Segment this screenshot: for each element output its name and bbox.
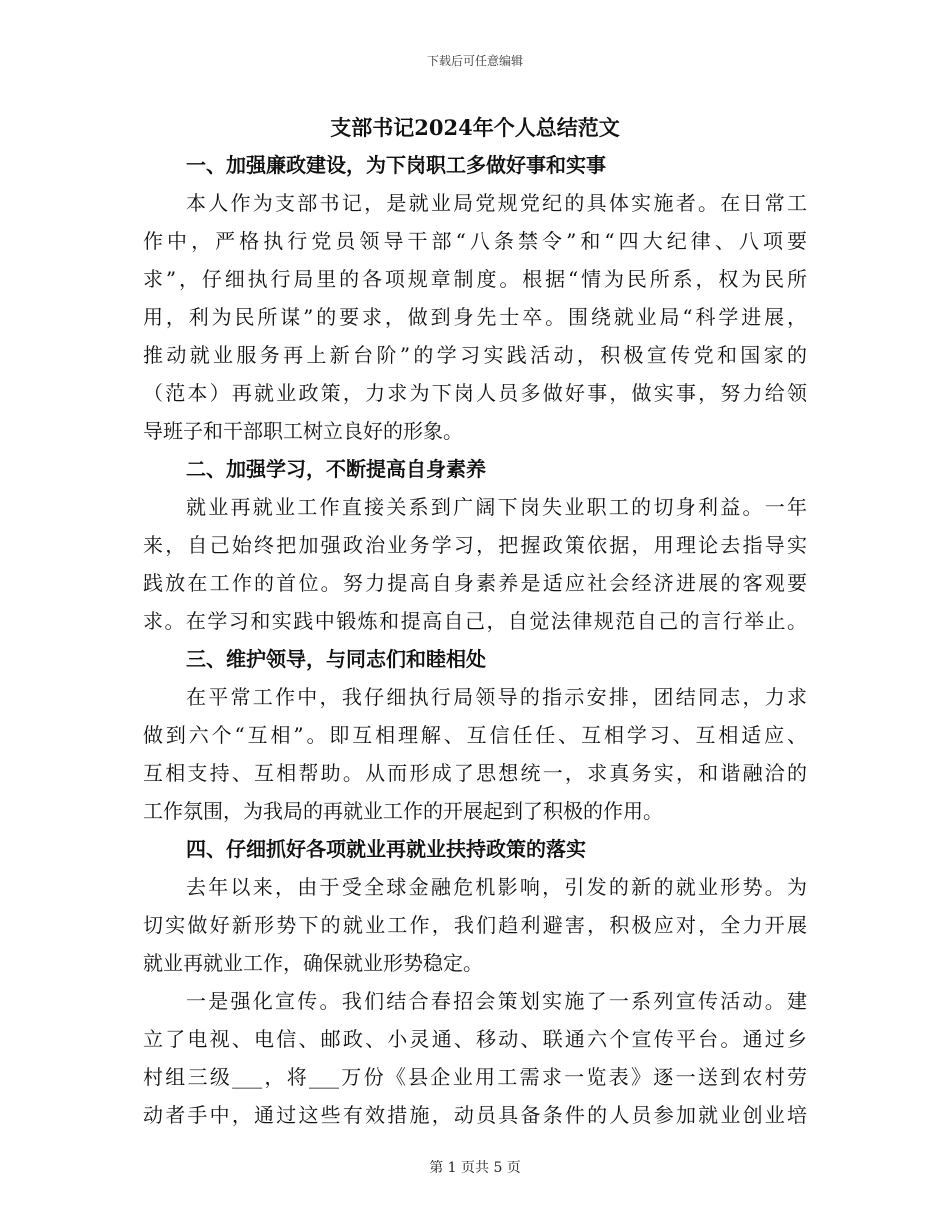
text-line: 立了电视、电信、邮政、小灵通、移动、联通六个宣传平台。通过乡 [143, 1027, 807, 1051]
text-line: 推动就业服务再上新台阶”的学习实践活动，积极宣传党和国家的 [143, 343, 807, 367]
section-4-paragraph-1 [143, 868, 807, 982]
section-1-paragraph [143, 184, 807, 450]
text-line: 村组三级___，将___万份《县企业用工需求一览表》逐一送到农村劳 [143, 1065, 807, 1089]
text-line: （范本）再就业政策，力求为下岗人员多做好事，做实事，努力给领 [143, 381, 807, 405]
text-line: 作中，严格执行党员领导干部“八条禁令”和“四大纪律、八项要 [143, 229, 807, 253]
text-line: 切实做好新形势下的就业工作，我们趋利避害，积极应对，全力开展 [143, 913, 807, 937]
text-line: 用，利为民所谋”的要求，做到身先士卒。围绕就业局“科学进展， [143, 305, 807, 329]
section-heading-3: 三、维护领导，与同志们和睦相处 [186, 647, 486, 671]
section-heading-2: 二、加强学习，不断提高自身素养 [186, 457, 486, 481]
document-title: 支部书记2024年个人总结范文 [330, 115, 620, 140]
text-line: 去年以来，由于受全球金融危机影响，引发的新的就业形势。为 [186, 875, 807, 899]
text-line: 在平常工作中，我仔细执行局领导的指示安排，团结同志，力求 [186, 685, 807, 709]
text-line: 工作氛围，为我局的再就业工作的开展起到了积极的作用。 [143, 799, 663, 823]
page-footer: 第 1 页共 5 页 [429, 1160, 521, 1176]
text-line: 求。在学习和实践中锻炼和提高自己，自觉法律规范自己的言行举止。 [143, 609, 807, 633]
text-line: 一是强化宣传。我们结合春招会策划实施了一系列宣传活动。建 [186, 989, 807, 1013]
text-line: 本人作为支部书记，是就业局党规党纪的具体实施者。在日常工 [186, 191, 807, 215]
text-line: 做到六个“互相”。即互相理解、互信任任、互相学习、互相适应、 [143, 723, 807, 747]
text-line: 践放在工作的首位。努力提高自身素养是适应社会经济进展的客观要 [143, 571, 807, 595]
document-body [143, 146, 807, 1134]
text-line: 互相支持、互相帮助。从而形成了思想统一，求真务实，和谐融洽的 [143, 761, 807, 785]
section-heading-4: 四、仔细抓好各项就业再就业扶持政策的落实 [186, 837, 586, 861]
text-line: 求”，仔细执行局里的各项规章制度。根据“情为民所系，权为民所 [143, 267, 807, 291]
text-line: 来，自己始终把加强政治业务学习，把握政策依据，用理论去指导实 [143, 533, 807, 557]
section-4-paragraph-2 [143, 982, 807, 1134]
section-heading-1: 一、加强廉政建设，为下岗职工多做好事和实事 [186, 153, 606, 177]
section-3-paragraph [143, 678, 807, 830]
text-line: 就业再就业工作，确保就业形势稳定。 [143, 951, 483, 975]
section-2-paragraph [143, 488, 807, 640]
text-line: 导班子和干部职工树立良好的形象。 [143, 419, 463, 443]
text-line: 就业再就业工作直接关系到广阔下岗失业职工的切身利益。一年 [186, 495, 807, 519]
text-line: 动者手中，通过这些有效措施，动员具备条件的人员参加就业创业培 [143, 1103, 807, 1127]
header-note: 下载后可任意编辑 [426, 54, 523, 68]
